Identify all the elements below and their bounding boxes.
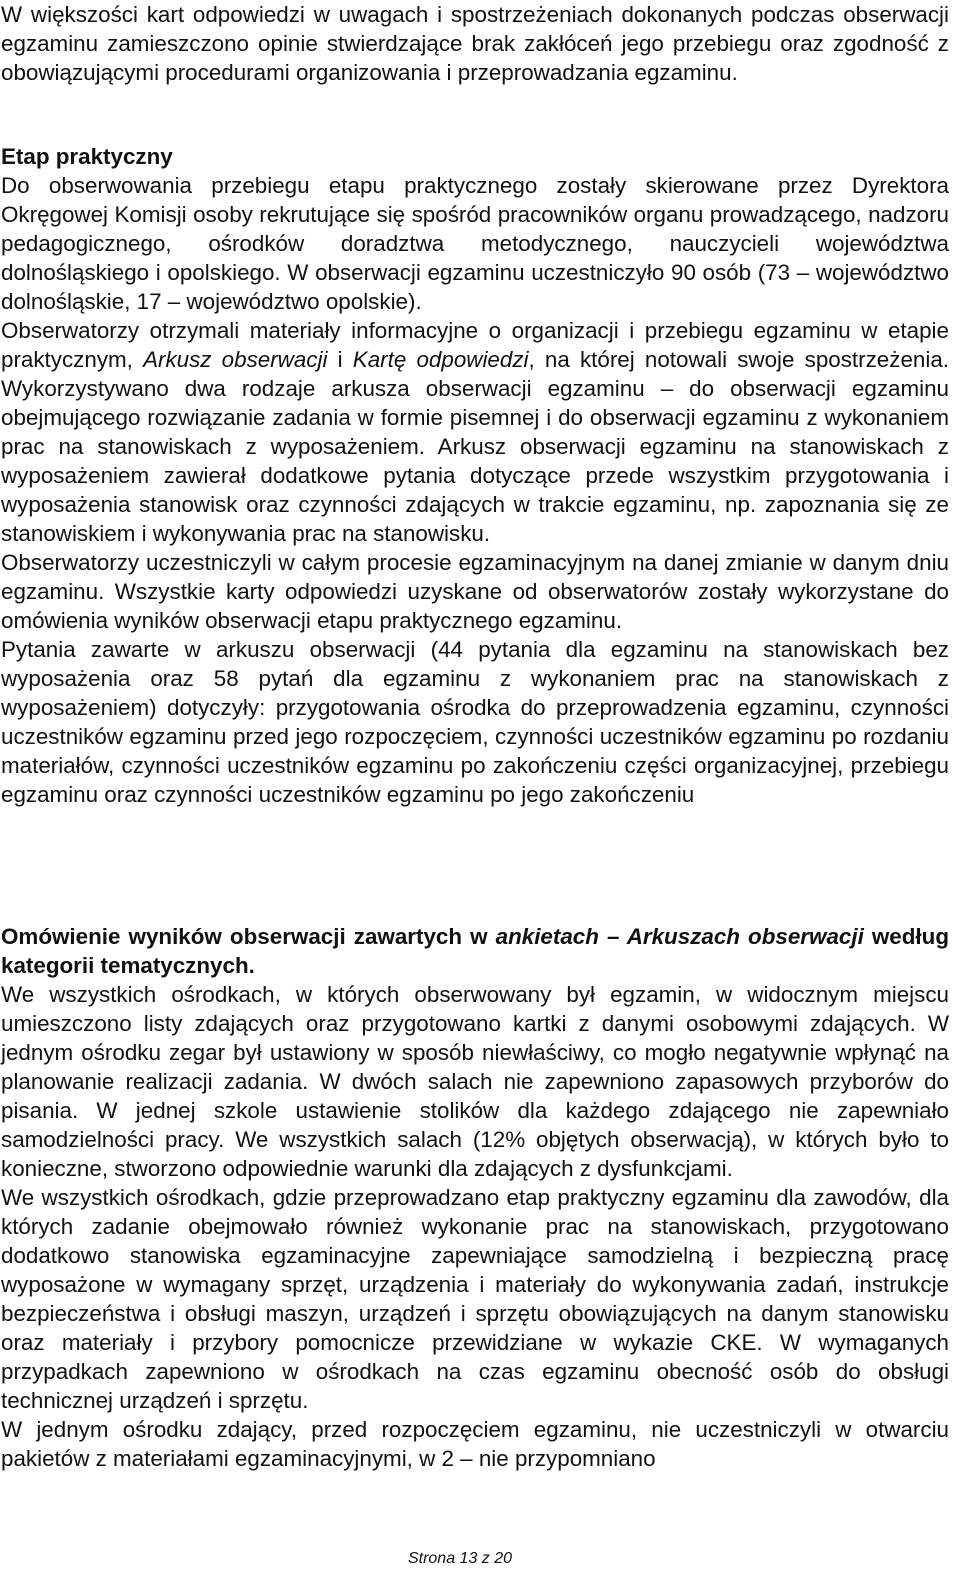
etap-paragraph-2 [1,316,949,548]
page-footer [0,1548,960,1570]
omowienie-heading-text-b: według kategorii tematycznych. [1,924,950,978]
intro-paragraph: W większości kart odpowiedzi w uwagach i spostrzeżeniach dokonanych podczas obserwacji egzaminu zamieszczono opinie stwierdzające brak zakłóceń jego przebiegu oraz zgodność z obowiązującymi procedurami organizowania i przeprowadzania egzaminu. [1,2,949,85]
etap-paragraph-1: Do obserwowania przebiegu etapu praktycznego zostały skierowane przez Dyrektora Okręgowej Komisji osoby rekrutujące się spośród pracowników organu prowadzącego, nadzoru pedagogicznego, ośrodków doradztwa metodycznego, nauczycieli województwa dolnośląskiego i opolskiego. W obserwacji egzaminu uczestniczyło 90 osób (73 – województwo dolnośląskie, 17 – województwo opolskie). [1,173,949,314]
intro-section [1,0,949,87]
etap-p2-text-b: i [327,347,353,372]
omowienie-paragraph-1: We wszystkich ośrodkach, w których obserwowany był egzamin, w widocznym miejscu umieszczono listy zdających oraz przygotowano kartki z danymi osobowymi zdających. W jednym ośrodku zegar był ustawiony w sposób niewłaściwy, co mogło negatywnie wpłynąć na planowanie realizacji zadania. W dwóch salach nie zapewniono zapasowych przyborów do pisania. W jednej szkole ustawienie stolików dla każdego zdającego nie zapewniało samodzielności pracy. We wszystkich salach (12% objętych obserwacją), w których było to konieczne, stworzono odpowiednie warunki dla zdających z dysfunkcjami. [1,982,949,1181]
etap-p2-italic-arkusz: Arkusz obserwacji [143,347,328,372]
etap-praktyczny-section [1,142,949,809]
etap-p2-text-c: , na której notowali swoje spostrzeżenia. Wykorzystywano dwa rodzaje arkusza obserwacji egzaminu – do obserwacji egzaminu obejmującego rozwiązanie zadania w formie pisemnej i do obserwacji egzaminu z wykonaniem prac na stanowiskach z wyposażeniem. Arkusz obserwacji egzaminu na stanowiskach z wyposażeniem zawierał dodatkowe pytania dotyczące przede wszystkim przygotowania i wyposażenia stanowisk oraz czynności zdających w trakcie egzaminu, np. zapoznania się ze stanowiskiem i wykonywania prac na stanowisku. [1,347,949,546]
omowienie-paragraph-3: W jednym ośrodku zdający, przed rozpoczęciem egzaminu, nie uczestniczyli w otwarciu pakietów z materiałami egzaminacyjnymi, w 2 – nie przypomniano [1,1417,949,1471]
section-heading-etap-praktyczny: Etap praktyczny [1,144,173,169]
etap-p2-text-a: Obserwatorzy otrzymali materiały informacyjne o organizacji i przebiegu egzaminu w etapie praktycznym, [1,318,949,372]
omowienie-paragraph-2: We wszystkich ośrodkach, gdzie przeprowadzano etap praktyczny egzaminu dla zawodów, dla których zadanie obejmowało również wykonanie prac na stanowiskach, przygotowano dodatkowo stanowiska egzaminacyjne zapewniające samodzielną i bezpieczną pracę wyposażone w wymagany sprzęt, urządzenia i materiały do wykonywania zadań, instrukcje bezpieczeństwa i obsługi maszyn, urządzeń i sprzętu obowiązujących na danym stanowisku oraz materiały i przybory pomocnicze przewidziane w wykazie CKE. W wymaganych przypadkach zapewniono w ośrodkach na czas egzaminu obecność osób do obsługi technicznej urządzeń i sprzętu. [1,1185,949,1413]
etap-paragraph-3: Obserwatorzy uczestniczyli w całym procesie egzaminacyjnym na danej zmianie w danym dniu egzaminu. Wszystkie karty odpowiedzi uzyskane od obserwatorów zostały wykorzystane do omówienia wyników obserwacji etapu praktycznego egzaminu. [1,550,949,633]
omowienie-heading-italic: ankietach – Arkuszach obserwacji [495,924,864,949]
omowienie-section [1,922,949,1473]
page-number: Strona 13 z 20 [407,1550,513,1567]
omowienie-heading-text-a: Omówienie wyników obserwacji zawartych w [1,924,496,949]
section-heading-omowienie [1,922,949,980]
etap-paragraph-4: Pytania zawarte w arkuszu obserwacji (44 pytania dla egzaminu na stanowiskach bez wyposażenia oraz 58 pytań dla egzaminu z wykonaniem prac na stanowiskach z wyposażeniem) dotyczyły: przygotowania ośrodka do przeprowadzenia egzaminu, czynności uczestników egzaminu przed jego rozpoczęciem, czynności uczestników egzaminu po rozdaniu materiałów, czynności uczestników egzaminu po zakończeniu części organizacyjnej, przebiegu egzaminu oraz czynności uczestników egzaminu po jego zakończeniu [1,637,949,807]
etap-p2-italic-karta: Kartę odpowiedzi [352,347,529,372]
